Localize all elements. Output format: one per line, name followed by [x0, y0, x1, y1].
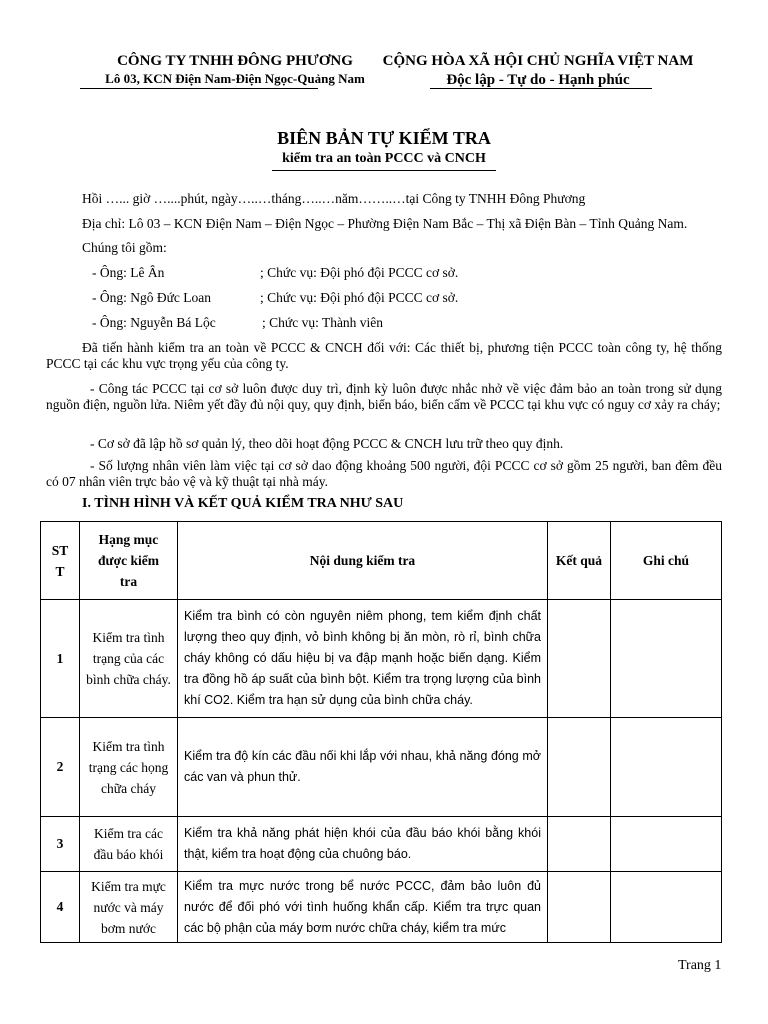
records-paragraph: - Cơ sở đã lập hồ sơ quản lý, theo dõi hoạt động PCCC & CNCH lưu trữ theo quy định. — [90, 436, 564, 451]
header-item: Hạng mục được kiểm tra — [80, 522, 178, 600]
members-label: Chúng tôi gồm: — [82, 240, 167, 255]
row-stt: 3 — [41, 817, 80, 872]
row-note[interactable] — [611, 872, 722, 943]
row-content: Kiểm tra độ kín các đầu nối khi lắp với nhau, khả năng đóng mở các van và phun thử. — [178, 718, 548, 817]
member-name: - Ông: Lê Ân — [92, 265, 165, 280]
row-item: Kiểm tra tình trạng của các bình chữa cháy. — [80, 600, 178, 718]
national-motto: Độc lập - Tự do - Hạnh phúc — [446, 72, 630, 88]
subtitle-underline — [272, 170, 496, 171]
row-item: Kiểm tra các đầu báo khói — [80, 817, 178, 872]
national-header — [360, 52, 716, 90]
row-note[interactable] — [611, 600, 722, 718]
section-title: I. TÌNH HÌNH VÀ KẾT QUẢ KIỂM TRA NHƯ SAU — [82, 496, 404, 511]
row-note[interactable] — [611, 718, 722, 817]
document-subtitle: kiểm tra an toàn PCCC và CNCH — [282, 151, 486, 166]
company-address: Lô 03, KCN Điện Nam-Điện Ngọc-Quảng Nam — [105, 71, 365, 86]
header-stt: ST T — [41, 522, 80, 600]
table-row — [41, 718, 722, 817]
row-content: Kiểm tra mực nước trong bể nước PCCC, đảm bảo luôn đủ nước để đối phó với tình huống khẩn cấp. Kiểm tra trực quan các bộ phận của máy bơm nước chữa cháy, kiểm tra mức — [178, 872, 548, 943]
member-name: - Ông: Ngô Đức Loan — [92, 290, 212, 305]
time-location-line: Hồi …... giờ …....phút, ngày…..…tháng…..…năm……..…tại Công ty TNHH Đông Phương — [82, 191, 586, 206]
company-name: CÔNG TY TNHH ĐÔNG PHƯƠNG — [117, 53, 353, 69]
pccc-work-paragraph: - Công tác PCCC tại cơ sở luôn được duy trì, định kỳ luôn được nhắc nhở về việc đảm bảo an toàn trong sử dụng nguồn điện, nguồn lửa. Niêm yết đầy đủ nội quy, quy định, biển báo, biển cấm về PCCC tại khu vực có nguy cơ xảy ra cháy; — [46, 381, 722, 412]
row-content: Kiểm tra bình có còn nguyên niêm phong, tem kiểm định chất lượng theo quy định, vỏ bình không bị ăn mòn, rò rỉ, bình chữa cháy không có dấu hiệu bị va đập mạnh hoặc biến dạng. Kiểm tra đồng hồ áp suất của bình bột. Kiểm tra trọng lượng của bình khí CO2. Kiểm tra hạn sử dụng của bình chữa cháy. — [178, 600, 548, 718]
row-stt: 4 — [41, 872, 80, 943]
row-content: Kiểm tra khả năng phát hiện khói của đầu báo khói bằng khói thật, kiểm tra hoạt động của chuông báo. — [178, 817, 548, 872]
table-header-row — [41, 522, 722, 600]
member-name: - Ông: Nguyễn Bá Lộc — [92, 315, 216, 330]
row-result[interactable] — [548, 872, 611, 943]
company-underline — [80, 88, 318, 89]
inspection-table — [40, 521, 722, 943]
header-result: Kết quả — [548, 522, 611, 600]
member-role: ; Chức vụ: Đội phó đội PCCC cơ sở. — [260, 265, 459, 280]
member-role: ; Chức vụ: Đội phó đội PCCC cơ sở. — [260, 290, 459, 305]
row-item: Kiểm tra mực nước và máy bơm nước — [80, 872, 178, 943]
table-row — [41, 600, 722, 718]
row-stt: 1 — [41, 600, 80, 718]
header-note: Ghi chú — [611, 522, 722, 600]
page-number: Trang 1 — [678, 958, 722, 973]
row-stt: 2 — [41, 718, 80, 817]
staff-paragraph: - Số lượng nhân viên làm việc tại cơ sở dao động khoảng 500 người, đội PCCC cơ sở gồm 25 người, ban đêm đều có 07 nhân viên trực bảo vệ và kỹ thuật tại nhà máy. — [46, 458, 722, 489]
row-note[interactable] — [611, 817, 722, 872]
republic-title: CỘNG HÒA XÃ HỘI CHỦ NGHĨA VIỆT NAM — [382, 53, 694, 69]
row-result[interactable] — [548, 600, 611, 718]
member-role: ; Chức vụ: Thành viên — [262, 315, 384, 330]
address-line: Địa chỉ: Lô 03 – KCN Điện Nam – Điện Ngọc – Phường Điện Nam Bắc – Thị xã Điện Bàn – Tỉnh Quảng Nam. — [82, 216, 688, 231]
inspection-scope-paragraph: Đã tiến hành kiểm tra an toàn về PCCC & CNCH đối với: Các thiết bị, phương tiện PCCC toàn công ty, hệ thống PCCC tại các khu vực trọng yếu của công ty. — [46, 340, 722, 371]
row-result[interactable] — [548, 718, 611, 817]
table-row — [41, 872, 722, 943]
motto-underline — [430, 88, 652, 89]
row-result[interactable] — [548, 817, 611, 872]
header-content: Nội dung kiểm tra — [178, 522, 548, 600]
document-title: BIÊN BẢN TỰ KIỂM TRA — [277, 128, 491, 148]
row-item: Kiểm tra tình trạng các họng chữa cháy — [80, 718, 178, 817]
table-row — [41, 817, 722, 872]
